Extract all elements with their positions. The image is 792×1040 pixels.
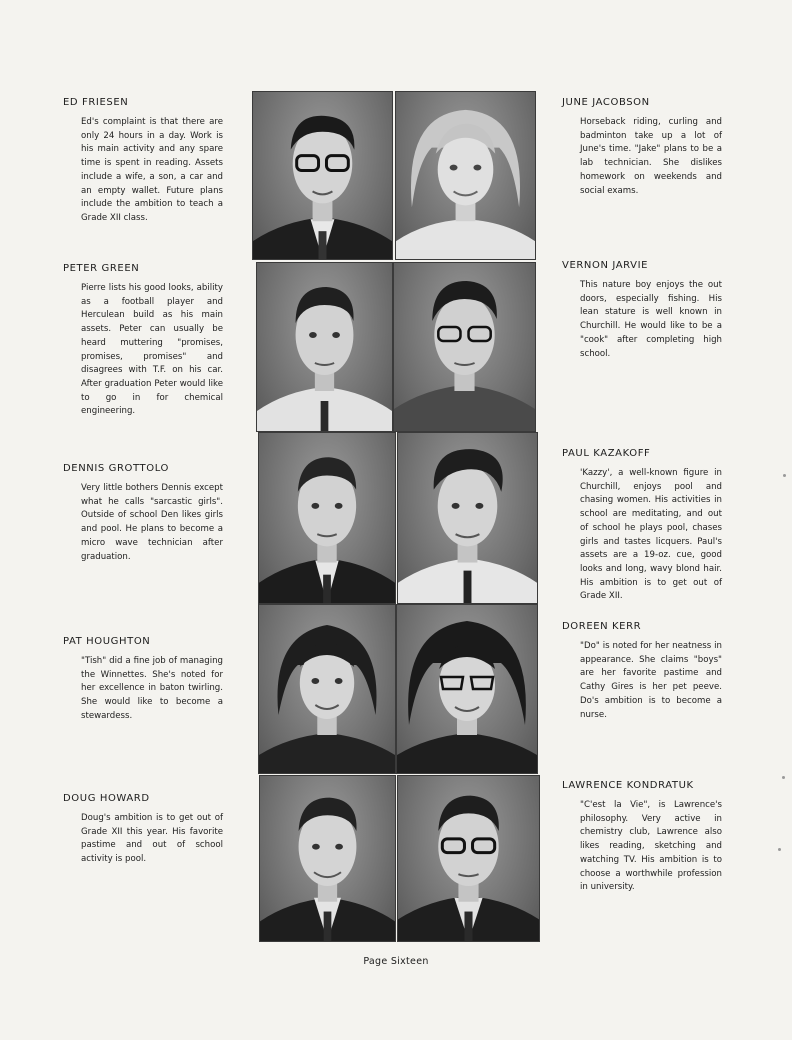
bio-ed-friesen	[63, 97, 223, 226]
student-bio: Horseback riding, curling and badminton take up a lot of June's time. "Jake" plans to be a lab technician. She dislikes homework on weekends and social exams.	[580, 117, 722, 196]
portrait-photo-lawrence-kondratuk	[397, 775, 540, 942]
paper-speck	[778, 848, 781, 851]
portrait-photo-doug-howard	[259, 775, 396, 942]
page-number: Page Sixteen	[363, 956, 429, 967]
student-bio: "C'est la Vie", is Lawrence's philosophy. Very active in chemistry club, Lawrence also likes reading, sketching and watching TV. His ambition is to choose a worthwhile profession in university.	[580, 800, 722, 893]
student-bio: Doug's ambition is to get out of Grade XII this year. His favorite pastime and out of school activity is pool.	[81, 813, 223, 865]
student-bio: This nature boy enjoys the out doors, especially fishing. His lean stature is well known in Churchill. He would like to be a "cook" after completing high school.	[580, 280, 722, 359]
paper-speck	[782, 776, 785, 779]
bio-dennis-grottolo	[63, 463, 223, 564]
student-name: PAUL KAZAKOFF	[562, 448, 651, 459]
student-name: JUNE JACOBSON	[562, 97, 650, 108]
student-name: LAWRENCE KONDRATUK	[562, 780, 694, 791]
portrait-photo-june-jacobson	[395, 91, 536, 260]
bio-doug-howard	[63, 793, 223, 867]
portrait-photo-pat-houghton	[258, 604, 396, 774]
student-name: VERNON JARVIE	[562, 260, 649, 271]
portrait-photo-paul-kazakoff	[397, 432, 538, 604]
portrait-photo-doreen-kerr	[396, 604, 538, 774]
bio-lawrence-kondratuk	[562, 780, 722, 895]
student-name: PETER GREEN	[63, 263, 140, 274]
student-bio: "Do" is noted for her neatness in appearance. She claims "boys" are her favorite pastime and Cathy Gires is her pet peeve. Do's ambition is to become a nurse.	[580, 641, 722, 720]
student-name: DOREEN KERR	[562, 621, 642, 632]
student-bio: Pierre lists his good looks, ability as a football player and Herculean build as his main assets. Peter can usually be heard muttering "promises, promises, promises" and disagrees with T.F. on his car. After graduation Peter would like to go in for chemical engineering.	[81, 283, 223, 417]
bio-paul-kazakoff	[562, 448, 722, 604]
bio-peter-green	[63, 263, 223, 419]
portrait-photo-ed-friesen	[252, 91, 393, 260]
bio-doreen-kerr	[562, 621, 722, 722]
student-bio: 'Kazzy', a well-known figure in Churchill, enjoys pool and chasing women. His activities in school are meditating, and out of school he plays pool, chases girls and tastes licquers. Paul's assets are a 19-oz. cue, good looks and long, wavy blond hair. His ambition is to get out of Grade XII.	[580, 468, 722, 602]
student-bio: Very little bothers Dennis except what he calls "sarcastic girls". Outside of school Den likes girls and pool. He plans to become a micro wave technician after graduation.	[81, 483, 223, 562]
portrait-photo-dennis-grottolo	[258, 432, 396, 604]
student-name: DENNIS GROTTOLO	[63, 463, 170, 474]
bio-vernon-jarvie	[562, 260, 722, 361]
student-bio: "Tish" did a fine job of managing the Winnettes. She's noted for her excellence in baton twirling. She would like to become a stewardess.	[81, 656, 223, 721]
student-bio: Ed's complaint is that there are only 24 hours in a day. Work is his main activity and any spare time is spent in reading. Assets include a wife, a son, a car and an empty wallet. Future plans include the ambition to teach a Grade XII class.	[81, 117, 223, 223]
student-name: ED FRIESEN	[63, 97, 129, 108]
bio-june-jacobson	[562, 97, 722, 198]
student-name: PAT HOUGHTON	[63, 636, 151, 647]
student-name: DOUG HOWARD	[63, 793, 150, 804]
portrait-photo-peter-green	[256, 262, 393, 432]
bio-pat-houghton	[63, 636, 223, 724]
paper-speck	[783, 474, 786, 477]
portrait-photo-vernon-jarvie	[393, 262, 536, 432]
